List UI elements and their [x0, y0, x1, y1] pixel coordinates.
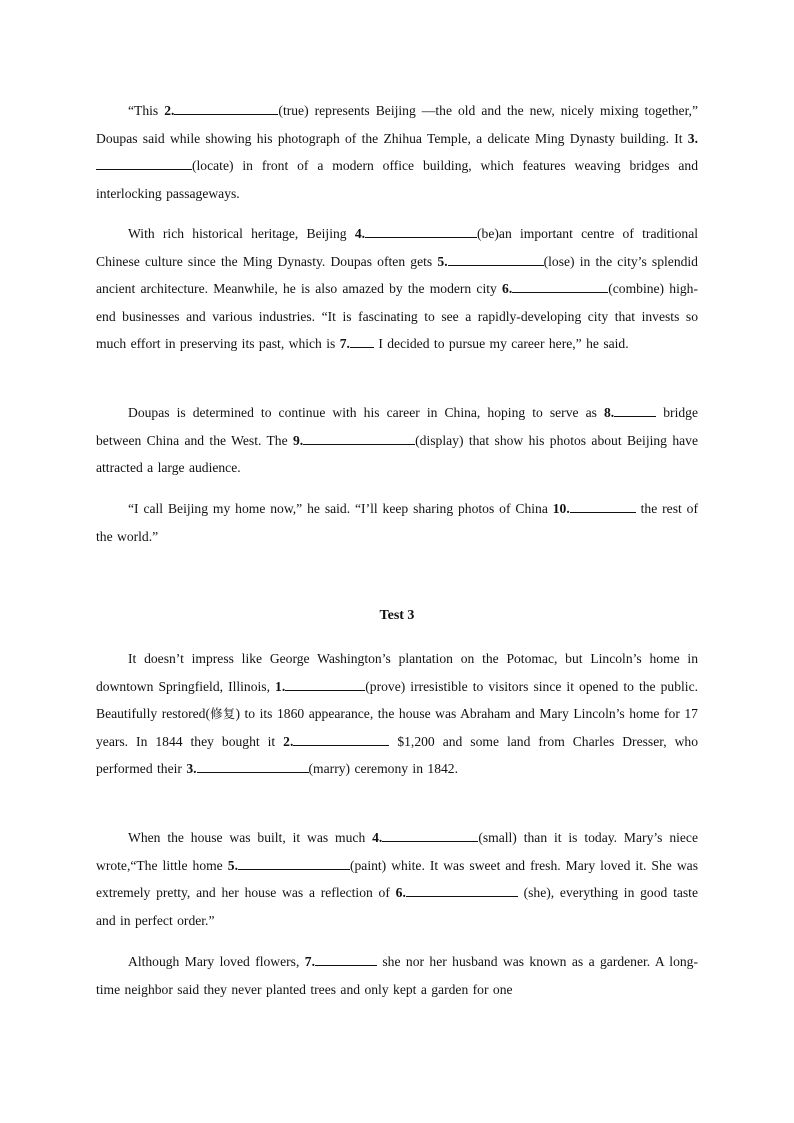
question-number-1: 1.	[275, 678, 286, 694]
answer-blank-10[interactable]	[570, 498, 636, 513]
text: (prove) irresistible to visitors since it opened to the public. Beautifully restored(	[96, 678, 699, 722]
text: I decided to pursue my career here,” he said.	[373, 336, 629, 352]
test3-paragraph-2	[96, 824, 698, 934]
text: ) to its 1860 appearance, the house was Abraham and Mary Lincoln’s home for 17 years. In 1844 they bought it	[96, 706, 698, 749]
text: (locate) in front of a modern office building, which features weaving bridges and interlocking passageways.	[96, 158, 698, 201]
text: (be)an important centre of traditional Chinese culture since the Ming Dynasty. Doupas often gets	[96, 226, 699, 269]
test3-paragraph-3	[96, 948, 698, 1003]
test3-heading: Test 3	[379, 608, 415, 623]
text: she nor her husband was known as a gardener. A long-time neighbor said they never planted trees and only kept a garden for one	[96, 954, 699, 997]
text: (lose) in the city’s splendid ancient architecture. Meanwhile, he is also amazed by the modern city	[96, 253, 698, 297]
answer-blank-3[interactable]	[96, 155, 192, 170]
answer-blank-7[interactable]	[350, 333, 374, 348]
answer-blank-9[interactable]	[303, 430, 415, 445]
answer-blank-8[interactable]	[614, 402, 656, 417]
question-number-7: 7.	[339, 336, 350, 352]
text: It doesn’t impress like George Washington’s plantation on the Potomac, but Lincoln’s home in downtown Springfield, Illinois,	[96, 651, 698, 694]
question-number-9: 9.	[292, 432, 304, 448]
text: With rich historical heritage, Beijing	[128, 226, 355, 241]
answer-blank-4[interactable]	[382, 827, 478, 842]
answer-blank-2[interactable]	[174, 100, 278, 115]
question-number-6: 6.	[502, 281, 513, 297]
question-number-3: 3.	[186, 761, 197, 777]
text: “I call Beijing my home now,” he said. “I’ll keep sharing photos of China	[128, 501, 553, 516]
text: (display) that show his photos about Beijing have attracted a large audience.	[96, 432, 698, 476]
answer-blank-7[interactable]	[315, 951, 377, 966]
answer-blank-1[interactable]	[285, 676, 365, 691]
question-number-4: 4.	[372, 830, 383, 845]
question-number-4: 4.	[354, 226, 366, 241]
answer-blank-4[interactable]	[365, 223, 477, 238]
question-number-5: 5.	[227, 857, 238, 873]
text: (she), everything in good taste and in perfect order.”	[96, 885, 698, 928]
question-number-6: 6.	[395, 885, 406, 901]
text: (paint) white. It was sweet and fresh. Mary loved it. She was extremely pretty, and her house was a reflection of	[96, 857, 698, 901]
question-number-2: 2.	[283, 733, 294, 749]
question-number-7: 7.	[304, 954, 315, 969]
test2-paragraph-3	[96, 399, 698, 482]
text: bridge between China and the West. The	[96, 405, 698, 448]
question-number-2: 2.	[164, 103, 175, 118]
test2-paragraph-4	[96, 495, 698, 550]
text: (small) than it is today. Mary’s niece wrote,“The little home	[96, 830, 698, 873]
answer-blank-2[interactable]	[293, 731, 389, 746]
text: Although Mary loved flowers,	[128, 954, 305, 969]
text: (true) represents Beijing —the old and the new, nicely mixing together,” Doupas said while showing his photograph of the Zhihua Temple, a delicate Ming Dynasty building. It	[96, 103, 698, 146]
test2-paragraph-2	[96, 220, 698, 358]
text: Doupas is determined to continue with his career in China, hoping to serve as	[128, 405, 604, 420]
text: When the house was built, it was much	[128, 830, 373, 845]
question-number-10: 10.	[552, 501, 570, 516]
test2-paragraph-1	[96, 97, 698, 207]
answer-blank-6[interactable]	[406, 882, 518, 897]
answer-blank-3[interactable]	[197, 758, 309, 773]
chinese-gloss: 修复	[210, 706, 236, 722]
test3-paragraph-1	[96, 645, 698, 783]
text: the rest of the world.”	[96, 501, 698, 544]
text: “This	[128, 103, 165, 118]
text: (combine) high-end businesses and various industries. “It is fascinating to see a rapidly-developing city that invests so much effort in preserving its past, which is	[96, 281, 698, 352]
answer-blank-6[interactable]	[512, 278, 608, 293]
text: $1,200 and some land from Charles Dresser, who performed their	[96, 733, 698, 777]
answer-blank-5[interactable]	[238, 855, 350, 870]
question-number-8: 8.	[603, 405, 615, 420]
question-number-5: 5.	[437, 253, 448, 269]
question-number-3: 3.	[687, 130, 698, 146]
answer-blank-5[interactable]	[448, 251, 544, 266]
text: (marry) ceremony in 1842.	[308, 761, 458, 777]
